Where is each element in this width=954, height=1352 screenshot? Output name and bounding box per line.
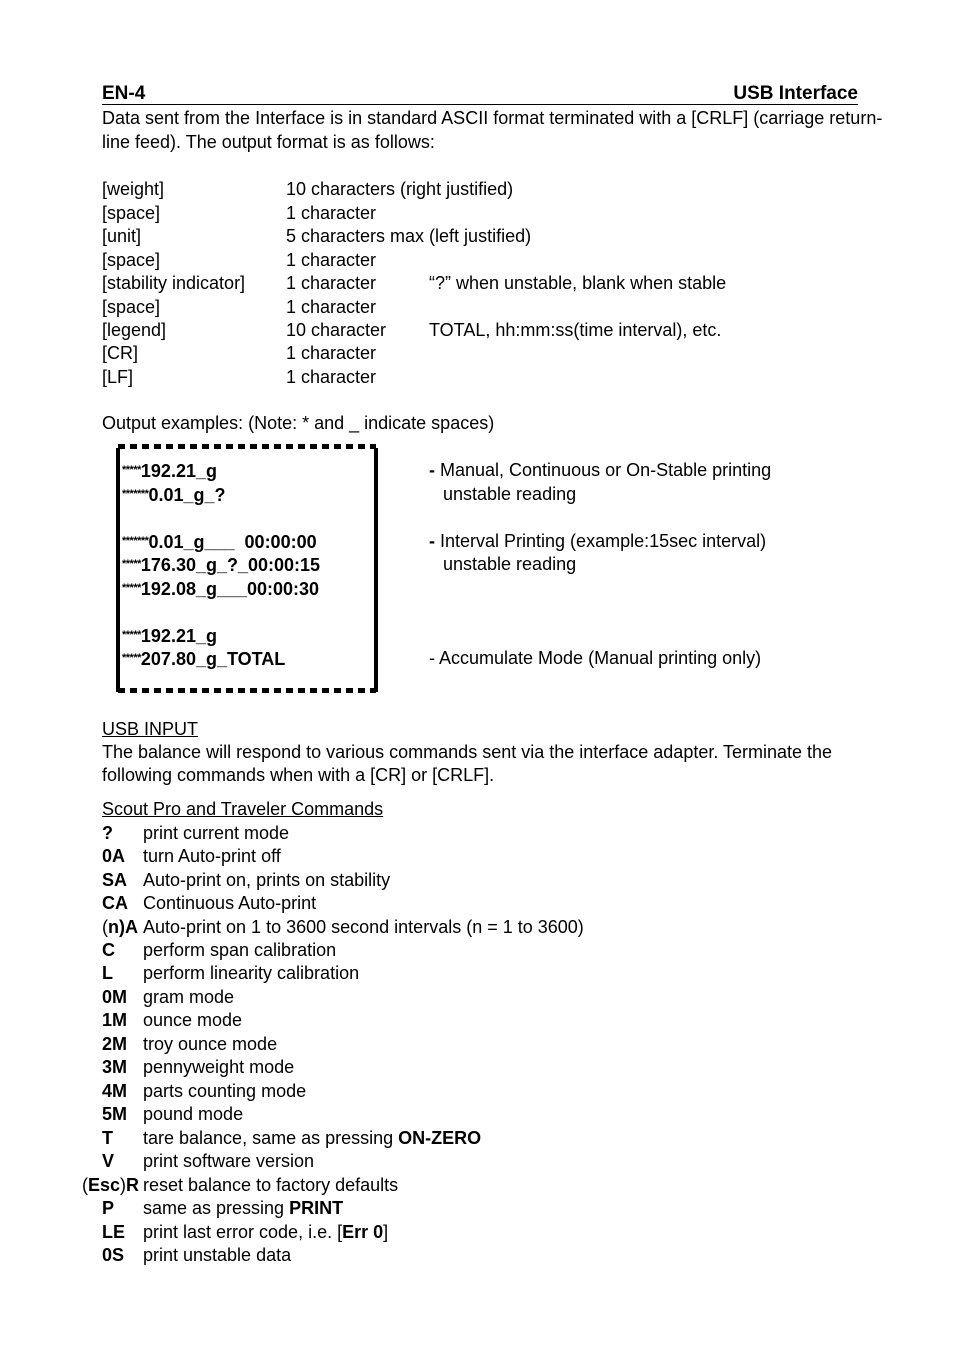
command-desc: print unstable data [143, 1245, 292, 1265]
command-code: 4M [102, 1081, 128, 1101]
example-line: *******0.01_g_? [122, 485, 226, 505]
format-note: TOTAL, hh:mm:ss(time interval), etc. [429, 320, 722, 340]
command-code: ? [102, 823, 113, 843]
format-size: 1 character [286, 273, 377, 293]
format-size: 5 characters max (left justified) [286, 226, 532, 246]
format-size: 10 characters (right justified) [286, 179, 514, 199]
command-code: (Esc)R [82, 1175, 140, 1195]
format-field: [weight] [102, 179, 165, 199]
command-desc: Auto-print on 1 to 3600 second intervals (n = 1 to 3600) [143, 917, 584, 937]
example-desc-interval-sub: unstable reading [443, 554, 577, 574]
example-line: *****207.80_g_TOTAL [122, 649, 286, 669]
intro-line-2: line feed). The output format is as follows: [102, 132, 435, 152]
format-size: 10 character [286, 320, 387, 340]
usb-input-line-2: following commands when with a [CR] or [CRLF]. [102, 765, 495, 785]
command-code: CA [102, 893, 128, 913]
command-code: P [102, 1198, 115, 1218]
usb-input-line-1: The balance will respond to various commands sent via the interface adapter. Terminate the [102, 742, 833, 762]
commands-heading: Scout Pro and Traveler Commands [102, 799, 384, 819]
format-size: 1 character [286, 203, 377, 223]
format-field: [CR] [102, 343, 138, 363]
command-desc: tare balance, same as pressing ON-ZERO [143, 1128, 482, 1148]
format-size: 1 character [286, 297, 377, 317]
box-right-border [374, 448, 378, 692]
command-code: 1M [102, 1010, 128, 1030]
command-code: (n)A [102, 917, 138, 937]
command-desc: ounce mode [143, 1010, 243, 1030]
command-code: L [102, 963, 113, 983]
examples-heading: Output examples: (Note: * and _ indicate spaces) [102, 413, 495, 433]
command-desc: pennyweight mode [143, 1057, 295, 1077]
command-code: C [102, 940, 115, 960]
command-code: 3M [102, 1057, 128, 1077]
format-field: [stability indicator] [102, 273, 246, 293]
command-desc: same as pressing PRINT [143, 1198, 344, 1218]
header-rule [102, 104, 858, 105]
format-note: “?” when unstable, blank when stable [429, 273, 727, 293]
command-desc: parts counting mode [143, 1081, 307, 1101]
command-desc: troy ounce mode [143, 1034, 278, 1054]
intro-line-1: Data sent from the Interface is in standard ASCII format terminated with a [CRLF] (carriage return- [102, 108, 883, 128]
page-number: EN-4 [102, 83, 146, 104]
command-desc: print current mode [143, 823, 290, 843]
format-field: [unit] [102, 226, 142, 246]
format-field: [space] [102, 250, 161, 270]
example-line: *******0.01_g___ 00:00:00 [122, 532, 317, 552]
section-title: USB Interface [733, 83, 858, 104]
format-size: 1 character [286, 367, 377, 387]
example-desc-manual: - Manual, Continuous or On-Stable printing [429, 460, 772, 480]
command-code: 5M [102, 1104, 128, 1124]
format-field: [space] [102, 297, 161, 317]
command-desc: gram mode [143, 987, 235, 1007]
example-line: *****192.08_g___00:00:30 [122, 579, 320, 599]
command-code: 0S [102, 1245, 125, 1265]
command-desc: perform span calibration [143, 940, 337, 960]
command-desc: turn Auto-print off [143, 846, 281, 866]
command-code: 2M [102, 1034, 128, 1054]
example-line: *****176.30_g_?_00:00:15 [122, 555, 321, 575]
command-desc: Continuous Auto-print [143, 893, 317, 913]
usb-input-heading: USB INPUT [102, 719, 199, 739]
example-desc-interval: - Interval Printing (example:15sec interval) [429, 531, 767, 551]
command-desc: Auto-print on, prints on stability [143, 870, 391, 890]
example-desc-accumulate: - Accumulate Mode (Manual printing only) [429, 648, 762, 668]
format-field: [legend] [102, 320, 167, 340]
command-code: LE [102, 1222, 126, 1242]
command-code: 0A [102, 846, 126, 866]
example-desc-manual-sub: unstable reading [443, 484, 577, 504]
command-code: T [102, 1128, 113, 1148]
command-desc: perform linearity calibration [143, 963, 360, 983]
command-desc: print software version [143, 1151, 315, 1171]
example-line: *****192.21_g [122, 461, 217, 481]
command-code: 0M [102, 987, 128, 1007]
format-size: 1 character [286, 343, 377, 363]
format-size: 1 character [286, 250, 377, 270]
command-code: SA [102, 870, 128, 890]
command-desc: reset balance to factory defaults [143, 1175, 399, 1195]
command-code: V [102, 1151, 115, 1171]
command-desc: pound mode [143, 1104, 244, 1124]
format-field: [LF] [102, 367, 134, 387]
box-left-border [116, 448, 120, 692]
command-desc: print last error code, i.e. [Err 0] [143, 1222, 389, 1242]
box-bottom-border [118, 688, 376, 693]
box-top-border [118, 444, 376, 449]
format-field: [space] [102, 203, 161, 223]
example-line: *****192.21_g [122, 626, 217, 646]
